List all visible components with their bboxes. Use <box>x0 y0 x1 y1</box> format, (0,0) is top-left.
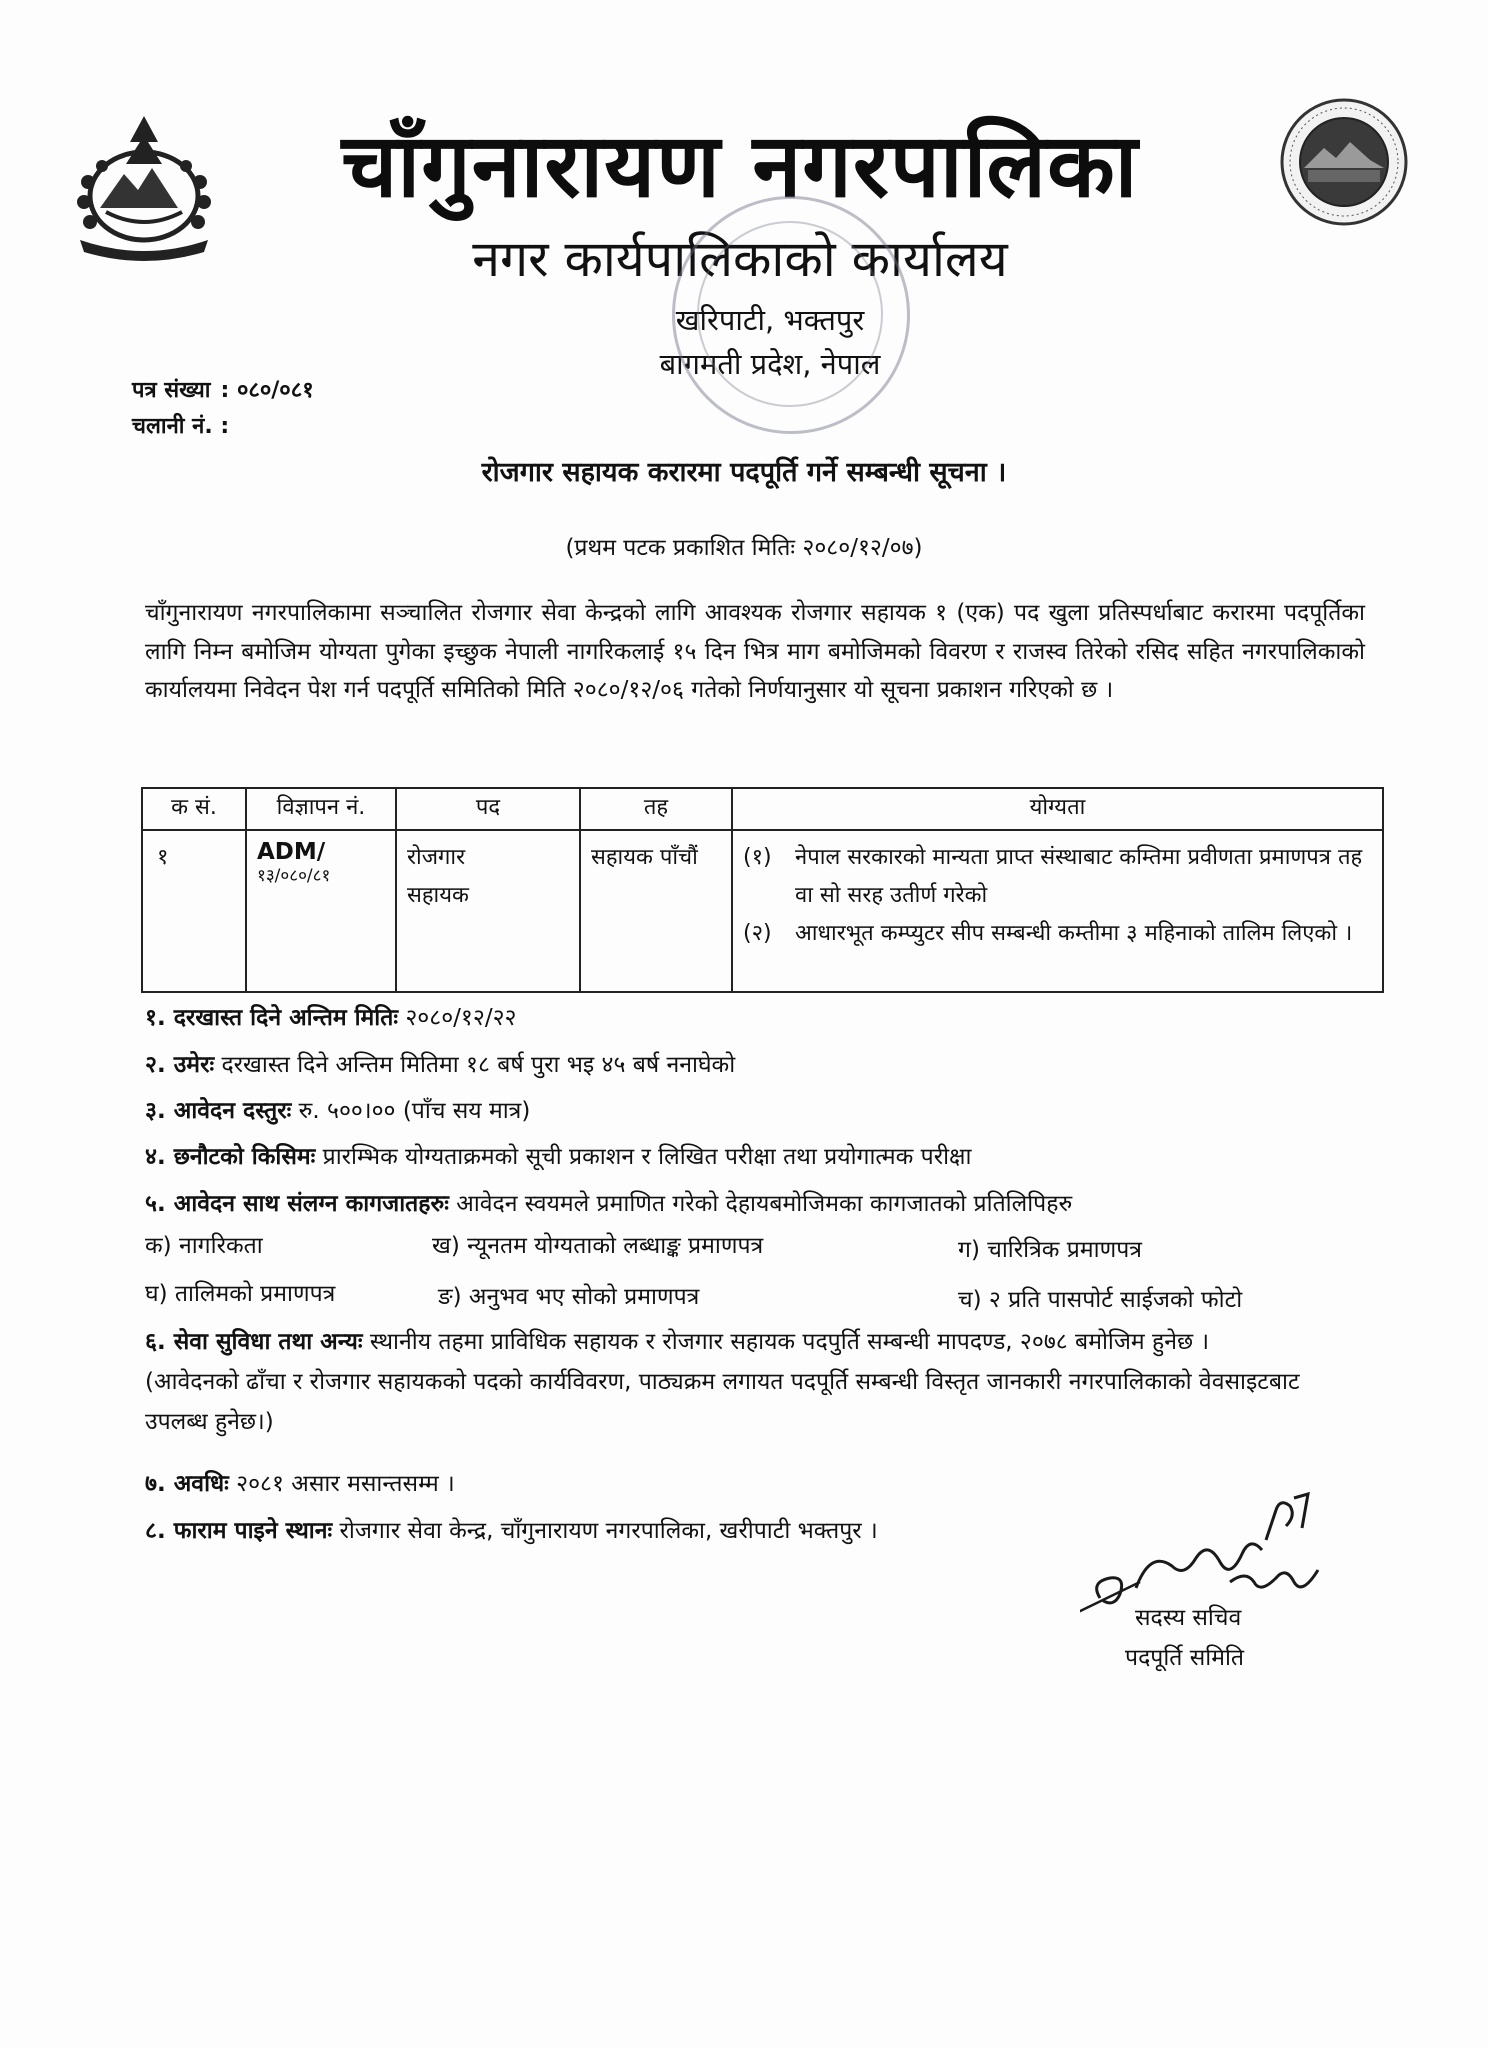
column-header: विज्ञापन नं. <box>246 788 396 830</box>
advertisement-number: १३/०८०/८१ <box>257 866 331 886</box>
age-label: २. उमेरः <box>145 1052 215 1078</box>
form-location-item <box>145 1513 878 1545</box>
qualification-number: (२) <box>743 921 772 946</box>
document-list-item: क) नागरिकता <box>145 1233 263 1259</box>
deadline-item <box>145 1000 517 1032</box>
term-label: ७. अवधिः <box>145 1471 229 1497</box>
table-row <box>142 830 1383 992</box>
service-value: स्थानीय तहमा प्राविधिक सहायक र रोजगार सहायक पदपुर्ति सम्बन्धी मापदण्ड, २०७८ बमोजिम हुनेछ । (आवेदनको ढाँचा र रोजगार सहायकको पदको कार्यविवरण, पाठ्यक्रम लगायत पदपूर्ति सम्बन्धी विस्तृत जानकारी नगरपालिकाको वेवसाइटबाट उपलब्ध हुनेछ।) <box>145 1329 1300 1435</box>
document-list-item: घ) तालिमको प्रमाणपत्र <box>145 1281 336 1307</box>
document-list-item: ग) चारित्रिक प्रमाणपत्र <box>958 1237 1142 1263</box>
term-item <box>145 1466 455 1498</box>
service-item <box>145 1322 1305 1442</box>
service-label: ६. सेवा सुविधा तथा अन्यः <box>145 1329 363 1355</box>
dispatch-number-label: चलानी नं. : <box>132 414 230 439</box>
qualification-text: आधारभूत कम्प्युटर सीप सम्बन्धी कम्तीमा ३ महिनाको तालिम लिएको । <box>795 921 1353 946</box>
published-date: (प्रथम पटक प्रकाशित मितिः २०८०/१२/०७) <box>565 535 923 561</box>
deadline-label: १. दरखास्त दिने अन्तिम मितिः <box>145 1005 399 1031</box>
column-header: पद <box>396 788 580 830</box>
letter-number-value: : ०८०/०८१ <box>220 378 314 403</box>
documents-label: ५. आवेदन साथ संलग्न कागजातहरुः <box>145 1191 449 1217</box>
column-header: योग्यता <box>732 788 1383 830</box>
organization-name: चाँगुनारायण नगरपालिका <box>341 114 1139 217</box>
form-location-value: रोजगार सेवा केन्द्र, चाँगुनारायण नगरपालिका, खरीपाटी भक्तपुर । <box>339 1518 878 1544</box>
deadline-value: २०८०/१२/२२ <box>405 1005 517 1031</box>
term-value: २०८१ असार मसान्तसम्म । <box>236 1471 455 1497</box>
handwritten-signature <box>1080 1470 1330 1620</box>
notice-intro: चाँगुनारायण नगरपालिकामा सञ्चालित रोजगार सेवा केन्द्रको लागि आवश्यक रोजगार सहायक १ (एक) पद खुला प्रतिस्पर्धाबाट करारमा पदपूर्तिका लागि निम्न बमोजिम योग्यता पुगेका इच्छुक नेपाली नागरिकलाई १५ दिन भित्र माग बमोजिमको विवरण र राजस्व तिरेको रसिद सहित नगरपालिकाको कार्यालयमा निवेदन पेश गर्न पदपूर्ति समितिको मिति २०८०/१२/०६ गतेको निर्णयानुसार यो सूचना प्रकाशन गरिएको छ । <box>145 600 1365 703</box>
notice-subject: रोजगार सहायक करारमा पदपूर्ति गर्ने सम्बन्धी सूचना । <box>481 457 1007 488</box>
signatory-committee: पदपूर्ति समिति <box>1125 1645 1245 1671</box>
fee-value: रु. ५००।०० (पाँच सय मात्र) <box>298 1098 531 1124</box>
signatory-title: सदस्य सचिव <box>1135 1605 1242 1631</box>
document-list-item: च) २ प्रति पासपोर्ट साईजको फोटो <box>958 1287 1243 1313</box>
age-item <box>145 1047 735 1079</box>
qualification-number: (१) <box>743 845 772 870</box>
letter-number-label: पत्र संख्या <box>132 378 211 403</box>
document-list-item: ख) न्यूनतम योग्यताको लब्धाङ्क प्रमाणपत्र <box>432 1233 764 1259</box>
table-header-row <box>142 788 1383 830</box>
form-location-label: ८. फाराम पाइने स्थानः <box>145 1518 333 1544</box>
column-header: क सं. <box>142 788 246 830</box>
nepal-government-emblem-icon <box>66 112 222 262</box>
qualification-cell <box>732 830 1383 992</box>
qualification-text: नेपाल सरकारको मान्यता प्राप्त संस्थाबाट कम्तिमा प्रवीणता प्रमाणपत्र तह वा सो सरह उतीर्ण गरेको <box>795 845 1363 908</box>
office-name: नगर कार्यपालिकाको कार्यालय <box>472 230 1008 288</box>
post-cell: रोजगार सहायक <box>396 830 580 992</box>
selection-item <box>145 1139 972 1171</box>
document-list-item: ङ) अनुभव भए सोको प्रमाणपत्र <box>438 1284 700 1310</box>
fee-item <box>145 1093 530 1125</box>
level-cell: सहायक पाँचौं <box>580 830 732 992</box>
advertisement-code: ADM/ <box>257 839 326 865</box>
vacancy-table <box>141 787 1384 993</box>
selection-value: प्रारम्भिक योग्यताक्रमको सूची प्रकाशन र लिखित परीक्षा तथा प्रयोगात्मक परीक्षा <box>322 1144 972 1170</box>
letter-number <box>132 374 314 404</box>
column-header: तह <box>580 788 732 830</box>
advertisement-number-cell <box>246 830 396 992</box>
serial-number-cell: १ <box>142 830 246 992</box>
qualification-item <box>743 915 1372 953</box>
address-line-1: खरिपाटी, भक्तपुर <box>675 303 865 337</box>
age-value: दरखास्त दिने अन्तिम मितिमा १८ बर्ष पुरा भइ ४५ बर्ष ननाघेको <box>221 1052 736 1078</box>
office-seal-stamp <box>672 196 910 434</box>
selection-label: ४. छनौटको किसिमः <box>145 1144 316 1170</box>
documents-item <box>145 1186 1072 1218</box>
documents-value: आवेदन स्वयमले प्रमाणित गरेको देहायबमोजिमका कागजातको प्रतिलिपिहरु <box>456 1191 1073 1217</box>
municipality-round-logo-icon <box>1278 96 1410 228</box>
qualification-item <box>743 839 1372 915</box>
fee-label: ३. आवेदन दस्तुरः <box>145 1098 292 1124</box>
address-line-2: बागमती प्रदेश, नेपाल <box>659 347 881 381</box>
